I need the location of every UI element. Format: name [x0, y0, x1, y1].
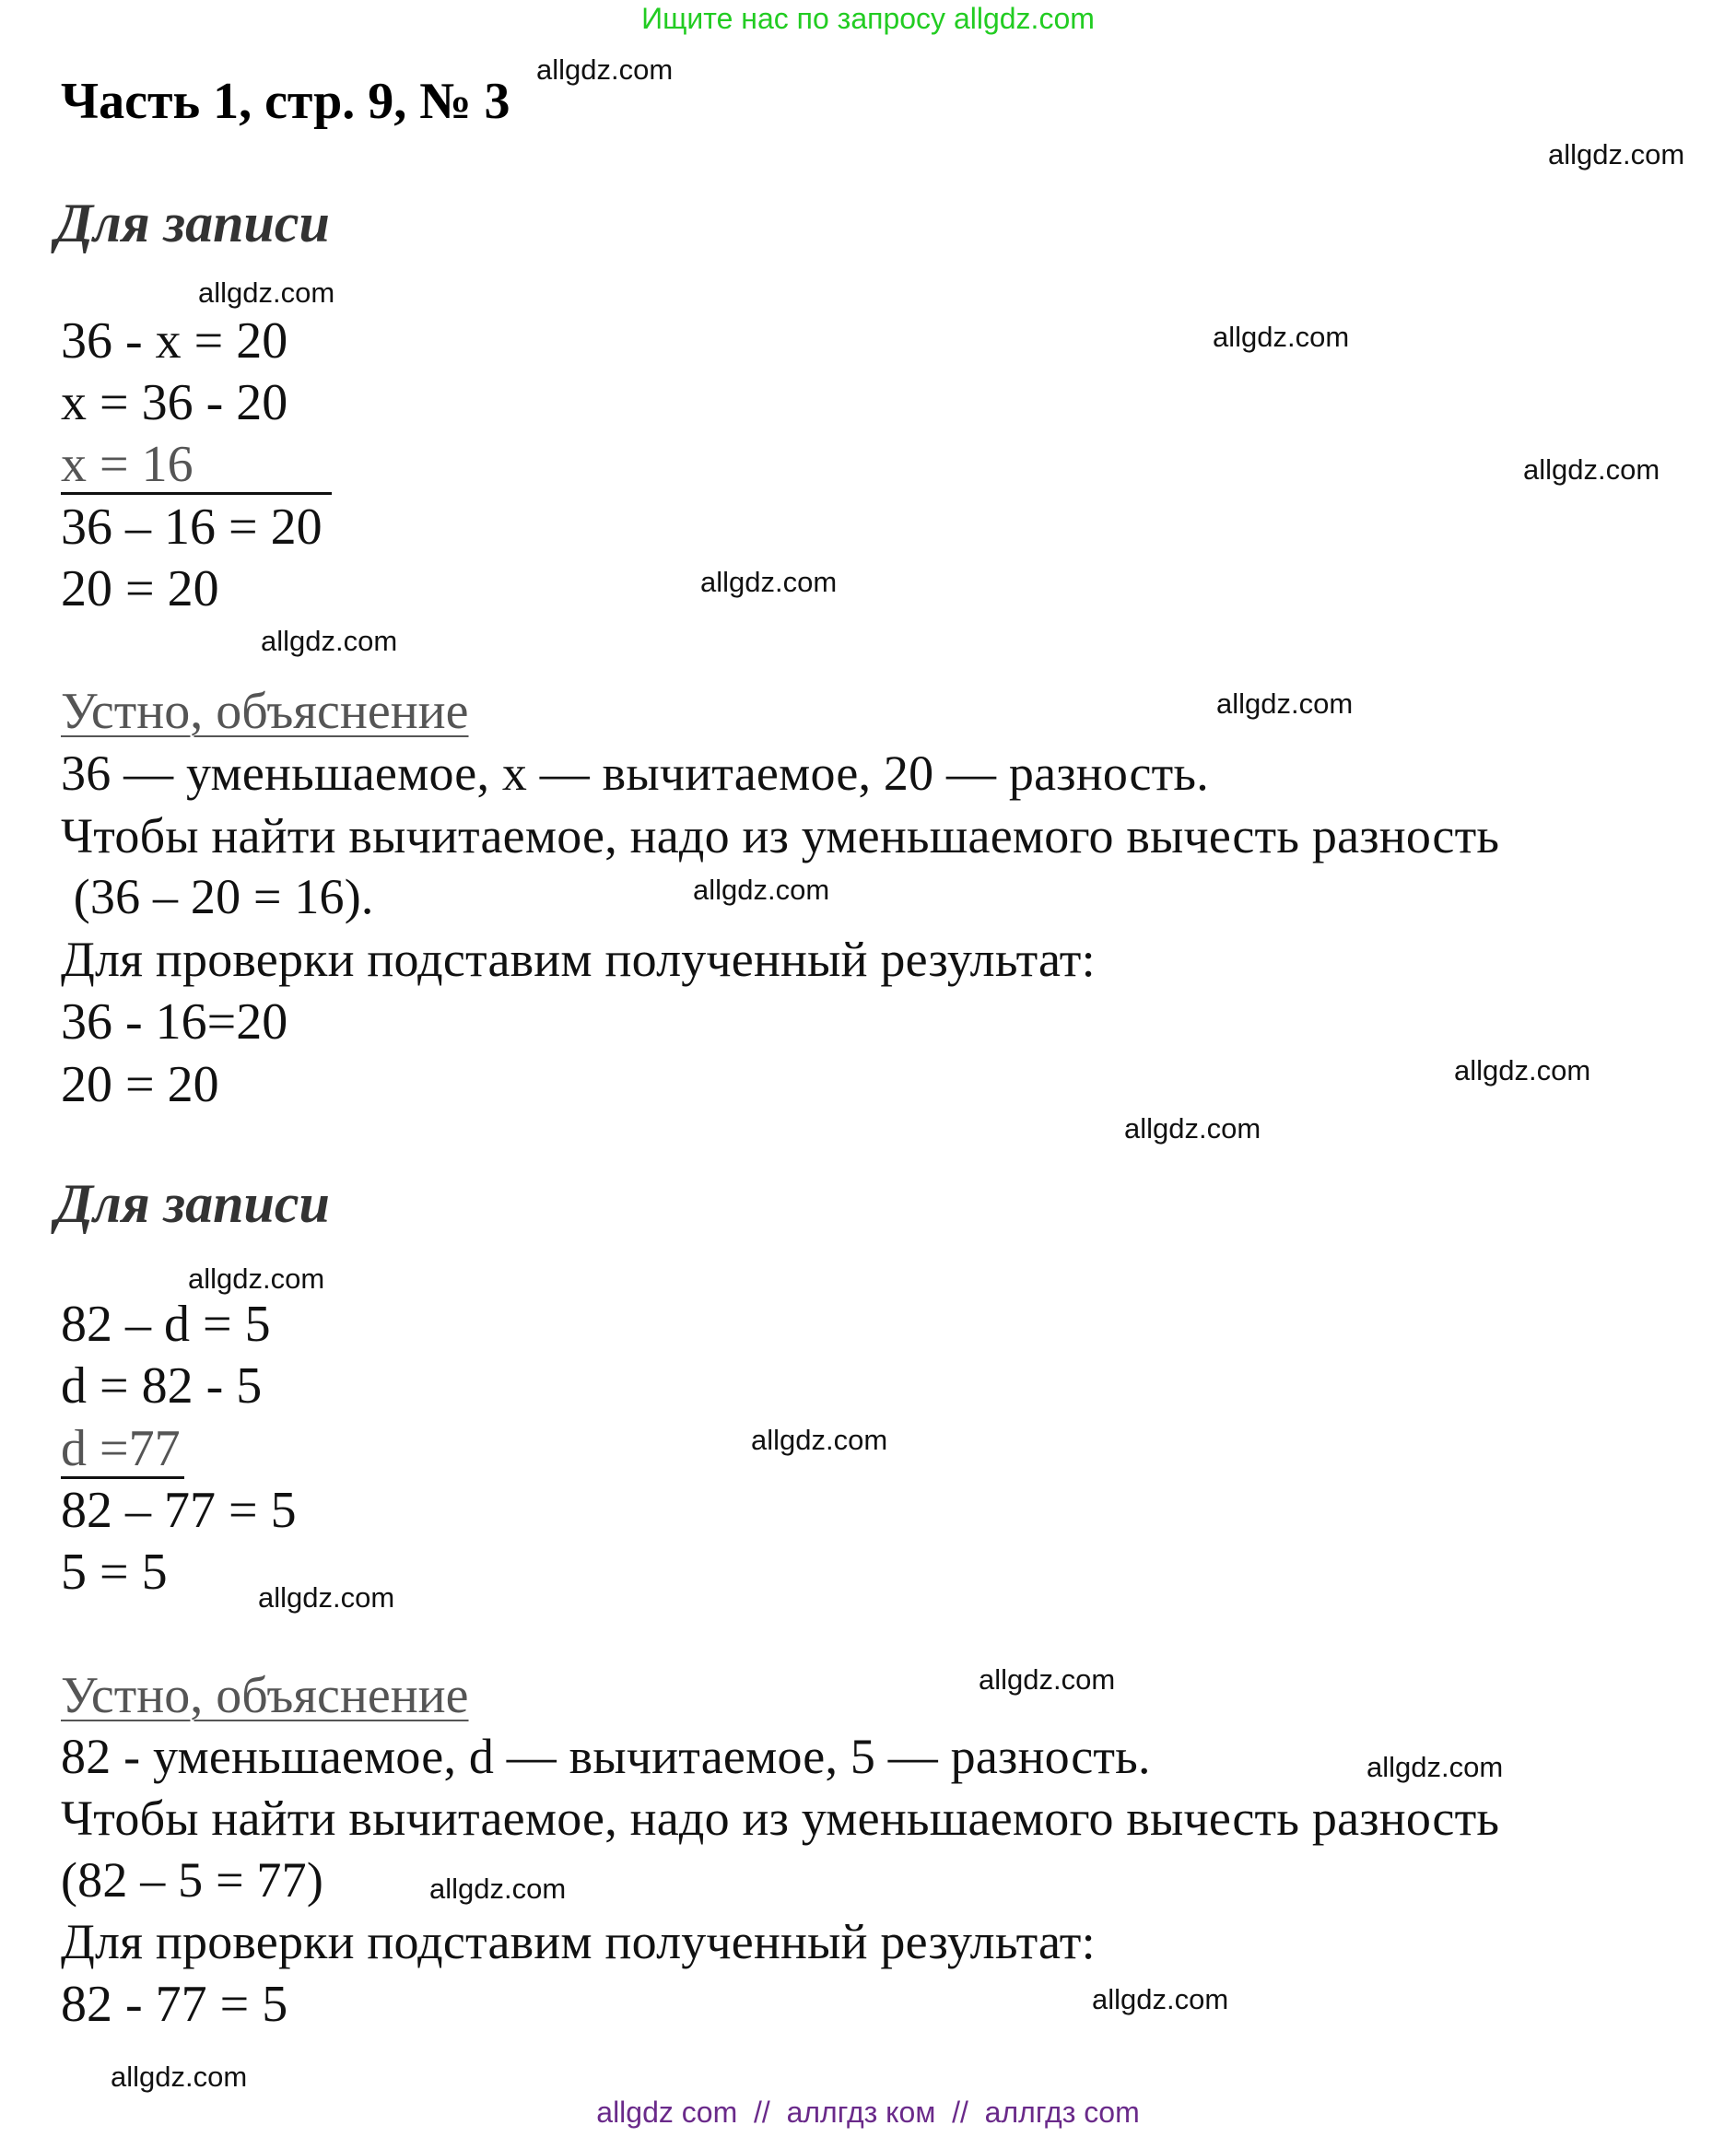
watermark: allgdz.com	[536, 53, 674, 86]
explanation-line: Чтобы найти вычитаемое, надо из уменьшаемого вычесть разность	[61, 808, 1500, 863]
explanation-line: Для проверки подставим полученный результат:	[61, 1914, 1096, 1969]
check-line: 20 = 20	[61, 560, 219, 617]
watermark: allgdz.com	[1367, 1751, 1504, 1783]
section-heading-record-1: Для записи	[55, 193, 330, 253]
watermark: allgdz.com	[1454, 1054, 1591, 1086]
watermark: allgdz.com	[261, 625, 398, 657]
section-heading-record-2: Для записи	[55, 1173, 330, 1234]
watermark: allgdz.com	[258, 1581, 395, 1614]
watermark: allgdz.com	[1124, 1112, 1261, 1145]
check-line: 20 = 20	[61, 1056, 219, 1113]
explanation-line: Для проверки подставим полученный результат:	[61, 932, 1096, 987]
watermark: allgdz.com	[1213, 321, 1350, 353]
watermark: allgdz.com	[188, 1262, 325, 1295]
top-banner: Ищите нас по запросу allgdz.com	[641, 2, 1095, 35]
explanation-line: (82 – 5 = 77)	[61, 1852, 324, 1908]
equation-result-value: d =77	[61, 1423, 184, 1479]
watermark: allgdz.com	[111, 2061, 248, 2093]
equation-line: x = 36 - 20	[61, 374, 288, 431]
bottom-banner: allgdz com // аллгдз ком // аллгдз com	[596, 2096, 1140, 2129]
watermark: allgdz.com	[1092, 1983, 1229, 2015]
watermark: allgdz.com	[1548, 138, 1685, 170]
check-line: 82 - 77 = 5	[61, 1976, 288, 2033]
section-heading-oral-2: Устно, объяснение	[61, 1667, 469, 1724]
check-line: 5 = 5	[61, 1544, 168, 1601]
equation-result-value: x = 16	[61, 439, 332, 495]
watermark: allgdz.com	[693, 874, 830, 906]
watermark: allgdz.com	[1216, 687, 1354, 720]
watermark: allgdz.com	[429, 1873, 567, 1905]
equation-line: 36 - x = 20	[61, 312, 288, 370]
watermark: allgdz.com	[700, 566, 838, 598]
equation-line: d = 82 - 5	[61, 1357, 263, 1415]
equation-result	[61, 435, 332, 495]
check-line: 36 - 16=20	[61, 993, 288, 1051]
watermark: allgdz.com	[751, 1424, 888, 1456]
page-title: Часть 1, стр. 9, № 3	[61, 73, 510, 130]
explanation-line: Чтобы найти вычитаемое, надо из уменьшаемого вычесть разность	[61, 1791, 1500, 1846]
explanation-line: 36 — уменьшаемое, x — вычитаемое, 20 — разность.	[61, 746, 1209, 801]
watermark: allgdz.com	[979, 1663, 1116, 1696]
check-line: 36 – 16 = 20	[61, 499, 323, 556]
watermark: allgdz.com	[1523, 453, 1660, 486]
watermark: allgdz.com	[198, 276, 335, 309]
explanation-line: (36 – 20 = 16).	[61, 869, 374, 924]
equation-line: 82 – d = 5	[61, 1296, 271, 1353]
section-heading-oral-1: Устно, объяснение	[61, 683, 469, 740]
equation-result	[61, 1419, 184, 1479]
check-line: 82 – 77 = 5	[61, 1482, 297, 1539]
explanation-line: 82 - уменьшаемое, d — вычитаемое, 5 — разность.	[61, 1729, 1151, 1784]
